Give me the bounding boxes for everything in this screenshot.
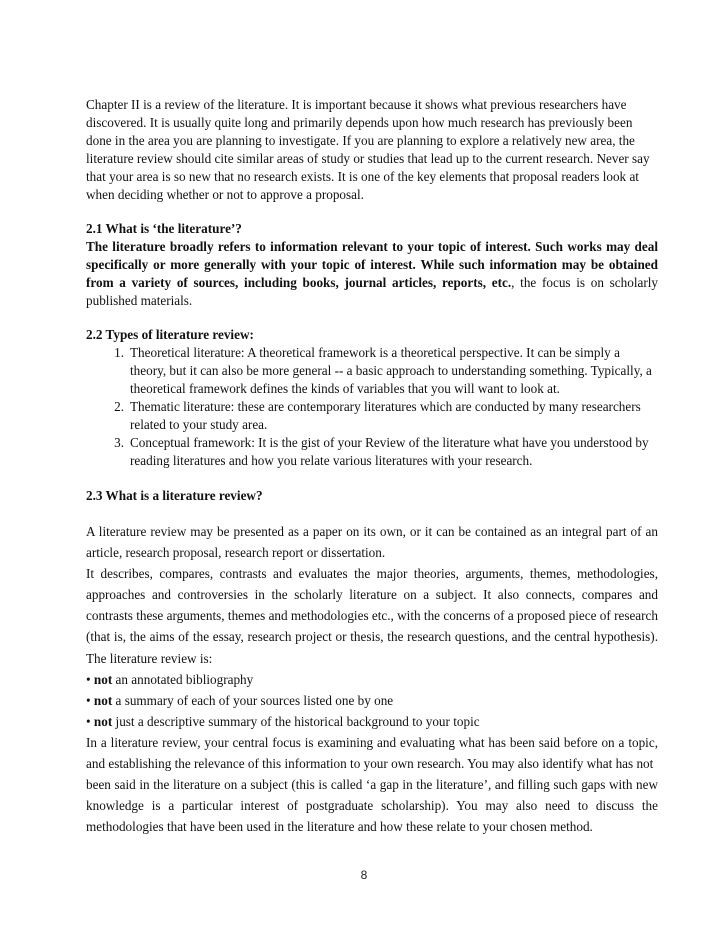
bullet-bold: not [93,713,113,729]
intro-paragraph: Chapter II is a review of the literature. It is important because it shows what previous researchers have discovered. It is usually quite long and primarily depends upon how much research has previously been done in the area you are planning to investigate. If you are planning to explore a relatively new area, the literature review should cite similar areas of study or studies that lead up to the current research. Never say that your area is so new that no research exists. It is one of the key elements that proposal readers look at when deciding whether or not to approve a proposal. [86,97,650,202]
bullet-text: an annotated bibliography [112,671,254,687]
page-number: 8 [360,868,368,882]
section-2-3-paragraph-1: A literature review may be presented as a paper on its own, or it can be contained as an integral part of an article, research proposal, research report or dissertation. [86,524,658,561]
list-item-text: Thematic literature: these are contemporary literatures which are conducted by many researchers related to your study area. [130,399,641,432]
section-2-3-heading: 2.3 What is a literature review? [86,488,263,503]
bullet-marker: • [86,713,91,729]
list-item-number: 1. [114,345,124,360]
literature-types-list [86,344,658,470]
document-page [86,96,658,837]
bullet-item [86,690,658,711]
bullet-bold: not [93,692,113,708]
section-2-1-tail: , the focus is on scholarly published materials. [86,275,658,308]
list-item [114,398,658,434]
section-2-2 [86,326,658,470]
section-2-3-paragraph-3: In a literature review, your central focus is examining and evaluating what has been said before on a topic, and establishing the relevance of this information to your own research. You may also identify what has not [86,734,658,772]
list-item [114,434,658,470]
list-item-text: Conceptual framework: It is the gist of your Review of the literature what have you understood by reading literatures and how you relate various literatures with your research. [130,435,649,468]
bullet-marker: • [86,692,91,708]
section-2-2-heading: 2.2 Types of literature review: [86,327,254,342]
bullet-text: a summary of each of your sources listed one by one [112,692,394,708]
section-2-1 [86,220,658,310]
bullet-text: just a descriptive summary of the historical background to your topic [112,713,480,729]
bullet-marker: • [86,671,91,687]
section-2-3-paragraph-2: It describes, compares, contrasts and evaluates the major theories, arguments, themes, methodologies, approaches and controversies in the scholarly literature on a subject. It also connects, compares and contrasts these arguments, themes and methodologies etc., with the concerns of a proposed piece of research (that is, the aims of the essay, research project or thesis, the research questions, and the central hypothesis). The literature review is: [86,566,658,666]
section-2-3-body [86,521,658,837]
section-2-1-heading: 2.1 What is ‘the literature’? [86,221,242,236]
list-item-text: Theoretical literature: A theoretical framework is a theoretical perspective. It can be simply a theory, but it can also be more general -- a basic approach to understanding something. Typically, a theoretical framework defines the kinds of variables that you will want to look at. [130,345,652,396]
bullet-item [86,669,658,690]
list-item-number: 2. [114,399,124,414]
section-2-1-bold-text: The literature broadly refers to information relevant to your topic of interest. Such works may deal specifically or more generally with your topic of interest. While such information may be obtained from a variety of sources, including books, journal articles, reports, etc. [86,239,658,290]
list-item [114,344,658,398]
section-2-1-body [86,238,658,310]
section-2-3-paragraph-4: been said in the literature on a subject (this is called ‘a gap in the literature’, and filling such gaps with new knowledge is a particular interest of postgraduate scholarship). You may also need to discuss the methodologies that have been used in the literature and how these relate to your chosen method. [86,777,658,835]
bullet-item [86,711,658,732]
list-item-number: 3. [114,435,124,450]
section-2-3-heading-block [86,487,658,505]
bullet-bold: not [93,671,113,687]
